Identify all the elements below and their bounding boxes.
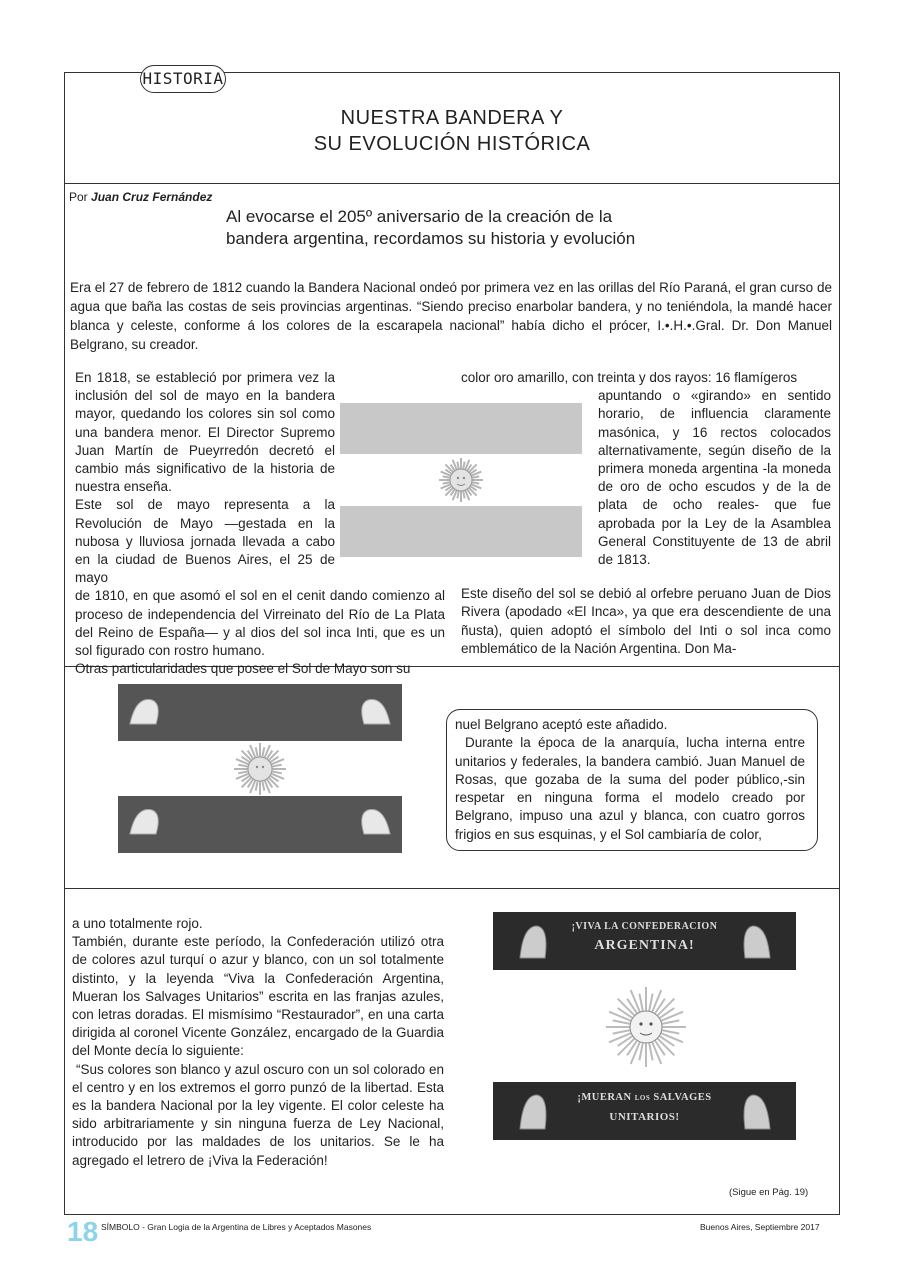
continued-note: (Sigue en Pág. 19): [729, 1187, 809, 1198]
cap-right-icon: [735, 918, 775, 964]
bottom-p2: También, durante este período, la Confederación utilizó otra de colores azul turquí o azur y blanco, con un sol totalmente distinto, y la leyenda “Viva la Confederación Argentina, Mueran los Salvages Unitarios” escrita en las franjas azules, con letras doradas. El mismísimo “Restaurador”, en una carta dirigida al coronel Vicente González, encargado de la Guardia del Monte decía lo siguiente:: [72, 934, 444, 1059]
rosas-top-stripe: [118, 684, 402, 741]
title-divider: [64, 183, 840, 184]
bottom-column: [72, 915, 444, 1170]
byline: [69, 190, 212, 204]
author-name: Juan Cruz Fernández: [91, 190, 213, 204]
sun-ray: [639, 994, 643, 1013]
footer-date: Buenos Aires, Septiembre 2017: [700, 1222, 820, 1232]
right-col-p1b: apuntando o «girando» en sentido horario, de influencia claramente masónica, y 16 rectos colocados alternativamente, según diseño de la primera moneda argentina -la moneda de oro de ocho escudos y de la de plata de ocho reales- que fue aprobada por la Ley de la Asamblea General Constituyente de 13 de abril de 1813.: [598, 388, 831, 568]
cap-right-bottom-icon: [735, 1087, 775, 1135]
title-line-1: NUESTRA BANDERA Y: [340, 107, 564, 129]
left-col-p1: En 1818, se estableció por primera vez la inclusión del sol de mayo en la bandera mayor, quedando los colores sin sol como una bandera menor. El Director Supremo Juan Martín de Pueyrredón decretó el cambio más significativo de la historia de nuestra enseña.: [75, 370, 335, 495]
box-line-1: nuel Belgrano aceptó este añadido.: [455, 717, 668, 732]
banner-mueran-word-1: ¡MUERAN: [577, 1092, 632, 1103]
flag-top-stripe: [340, 403, 582, 454]
sun-of-may-icon: [439, 458, 483, 502]
cap-left-icon: [515, 918, 555, 964]
title-line-2: SU EVOLUCIÓN HISTÓRICA: [313, 133, 591, 155]
article-title: [66, 105, 838, 157]
banner-mueran-word-2: LOS: [634, 1094, 651, 1102]
banner-viva-line-2: ARGENTINA!: [594, 938, 695, 953]
box-text: Durante la época de la anarquía, lucha interna entre unitarios y federales, la bandera cambió. Juan Manuel de Rosas, que gozaba de la suma del poder público,-sin respetar en ninguna forma el modelo creado por Belgrano, impuso una azul y blanca, con cuatro gorros frigios en sus esquinas, y el Sol cambiaría de color,: [455, 735, 805, 842]
sun-ray: [639, 1042, 643, 1061]
left-col-p4: Otras particularidades que posee el Sol de Mayo son su: [75, 661, 411, 677]
federal-sun-icon: [603, 984, 689, 1070]
right-col-p1a: color oro amarillo, con treinta y dos rayos: 16 flamígeros: [461, 370, 798, 385]
section-divider-2: [64, 888, 840, 889]
flag-bottom-stripe: [340, 506, 582, 557]
sun-ray: [649, 1042, 653, 1061]
banner-mueran-word-3: SALVAGES: [653, 1092, 712, 1103]
banner-mueran-line-2: UNITARIOS!: [609, 1111, 680, 1123]
sun-ray: [661, 1020, 680, 1024]
subtitle-line-1: Al evocarse el 205º aniversario de la creación de la: [226, 207, 613, 226]
byline-prefix: Por: [69, 190, 88, 204]
section-tag: HISTORIA: [140, 65, 226, 93]
sun-ray: [613, 1020, 632, 1024]
subtitle: [226, 206, 696, 250]
intro-paragraph: Era el 27 de febrero de 1812 cuando la Bandera Nacional ondeó por primera vez en las orillas del Río Paraná, el gran curso de agua que baña las costas de seis provincias argentinas. “Siendo preciso enarbolar bandera, y no teniéndola, la mandé hacer blanca y celeste, conforme á los colores de la escarapela nacional” había dicho el prócer, I.•.H.•.Gral. Dr. Don Manuel Belgrano, su creador.: [70, 280, 832, 352]
rosas-flag-image: [118, 684, 402, 853]
page-number: 18: [67, 1216, 99, 1247]
cap-left-bottom-icon: [515, 1087, 555, 1135]
right-col-p2: Este diseño del sol se debió al orfebre peruano Juan de Dios Rivera (apodado «El Inca», ya que era descendiente de una ñusta), quien adoptó el símbolo del Inti o sol inca como emblemático de la Nación Argentina. Don Ma-: [461, 586, 831, 656]
argentine-flag-image: [340, 403, 582, 557]
banner-viva-line-1: ¡VIVA LA CONFEDERACION: [571, 921, 718, 932]
footer-publication: SÍMBOLO - Gran Logia de la Argentina de Libres y Aceptados Masones: [101, 1222, 372, 1232]
left-col-p2: Este sol de mayo representa a la Revolución de Mayo —gestada en la nubosa y lluviosa jornada llevada a cabo en la ciudad de Buenos Aires, el 25 de mayo: [75, 497, 335, 586]
sun-ray: [661, 1030, 680, 1034]
rosas-sun-icon: [234, 743, 286, 795]
sun-ray: [613, 1030, 632, 1034]
subtitle-line-2: bandera argentina, recordamos su historia y evolución: [226, 229, 636, 248]
continuation-box: [446, 709, 818, 851]
bottom-p3: “Sus colores son blanco y azul oscuro con un sol colorado en el centro y en los extremos el gorro punzó de la libertad. Esta es la bandera Nacional por la ley vigente. El color celeste ha sido arbitrariamente y sin ninguna fuerza de Ley Nacional, introducido por las maldades de los unitarios. Se le ha agregado el letrero de ¡Viva la Federación!: [72, 1061, 444, 1168]
rosas-bottom-stripe: [118, 796, 402, 853]
sun-ray: [649, 994, 653, 1013]
bottom-p1: a uno totalmente rojo.: [72, 916, 203, 931]
left-col-p3: de 1810, en que asomó el sol en el cenit dando comienzo al proceso de independencia del Virreinato del Río de La Plata del Reino de España— y al dios del sol inca Inti, que es un sol figurado con rostro humano.: [75, 588, 445, 659]
